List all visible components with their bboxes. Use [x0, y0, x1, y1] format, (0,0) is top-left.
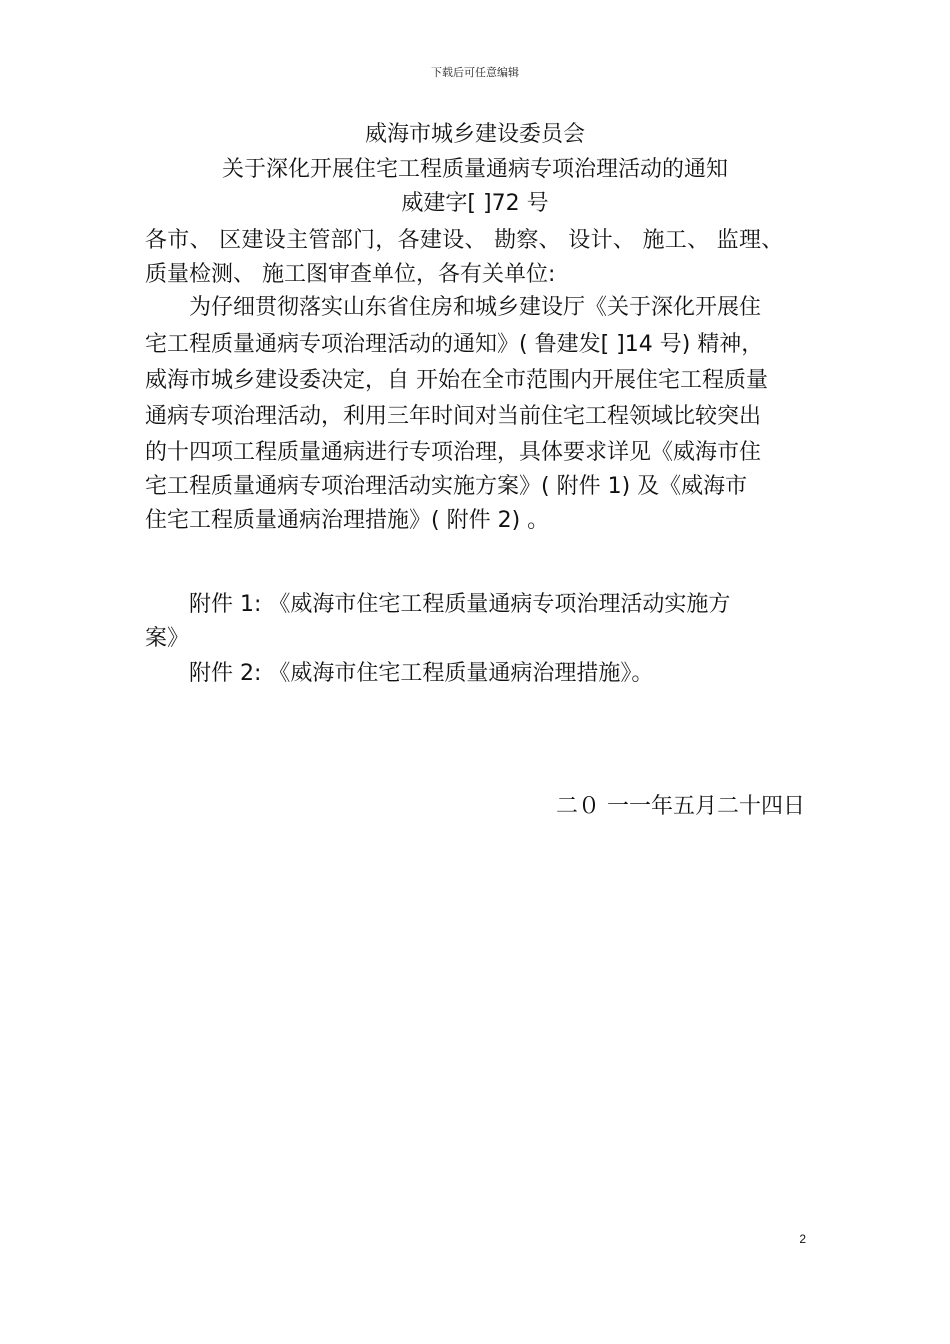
recipients-line-1: 各市、 区建设主管部门，各建设、 勘察、 设计、 施工、 监理、: [145, 228, 784, 253]
title-issuer: 威海市城乡建设委员会: [364, 122, 585, 147]
attachment-1-line-2: 案》: [145, 626, 190, 651]
body-line-7: 住宅工程质量通病治理措施》( 附件 2) 。: [145, 508, 550, 533]
body-line-2: 宅工程质量通病专项治理活动的通知》( 鲁建发[ ]14 号) 精神，: [145, 332, 764, 357]
header-note: 下载后可任意编辑: [431, 66, 519, 79]
issue-date: 二０ 一一年五月二十四日: [556, 794, 805, 819]
page-number: 2: [799, 1232, 806, 1246]
document-number: 威建字[ ]72 号: [401, 191, 549, 216]
body-line-3: 威海市城乡建设委决定，自 开始在全市范围内开展住宅工程质量: [145, 368, 768, 393]
body-line-6: 宅工程质量通病专项治理活动实施方案》( 附件 1) 及《威海市: [145, 474, 748, 499]
body-line-4: 通病专项治理活动，利用三年时间对当前住宅工程领域比较突出: [145, 404, 762, 429]
body-line-1: 为仔细贯彻落实山东省住房和城乡建设厅《关于深化开展住: [145, 295, 762, 320]
recipients-line-2: 质量检测、 施工图审查单位，各有关单位:: [145, 262, 556, 287]
title-notice: 关于深化开展住宅工程质量通病专项治理活动的通知: [221, 157, 728, 182]
attachment-1-line-1: 附件 1: 《威海市住宅工程质量通病专项治理活动实施方: [145, 592, 731, 617]
body-line-5: 的十四项工程质量通病进行专项治理，具体要求详见《威海市住: [145, 440, 762, 465]
attachment-2: 附件 2: 《威海市住宅工程质量通病治理措施》。: [145, 661, 654, 686]
